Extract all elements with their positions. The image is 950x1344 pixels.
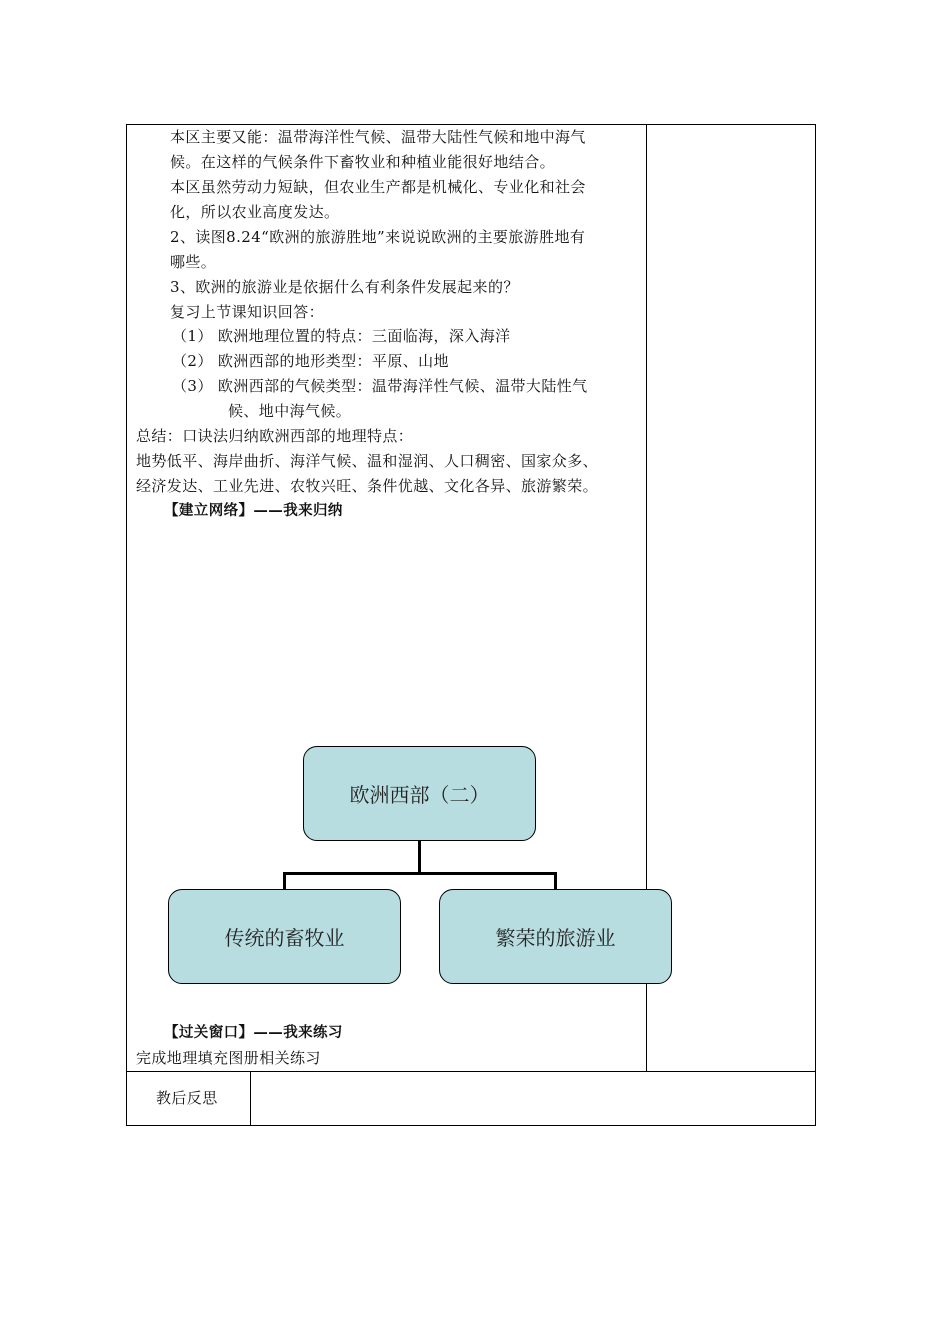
text-line: 3、欧洲的旅游业是依据什么有利条件发展起来的？: [170, 278, 519, 296]
text-line: （2） 欧洲西部的地形类型：平原、山地: [172, 352, 449, 370]
text-line: （1） 欧洲地理位置的特点：三面临海，深入海洋: [172, 327, 511, 345]
table-border-bottom: [126, 1125, 816, 1126]
text-line: 地势低平、海岸曲折、海洋气候、温和湿润、人口稠密、国家众多、: [136, 452, 599, 470]
text-line: 哪些。: [170, 253, 217, 271]
footer-column-divider: [250, 1071, 251, 1125]
connector-vertical-root: [418, 841, 421, 874]
text-line: 经济发达、工业先进、农牧兴旺、条件优越、文化各异、旅游繁荣。: [136, 477, 599, 495]
diagram-left-node: [168, 889, 401, 984]
diagram-root-node: [303, 746, 536, 841]
practice-text: 完成地理填充图册相关练习: [136, 1049, 321, 1067]
text-line: 复习上节课知识回答：: [170, 303, 325, 321]
diagram-right-label: 繁荣的旅游业: [495, 926, 616, 950]
table-border-left: [126, 124, 127, 1126]
footer-label: 教后反思: [156, 1089, 218, 1107]
section-heading-practice: 【过关窗口】——我来练习: [164, 1025, 343, 1041]
text-line: 本区虽然劳动力短缺，但农业生产都是机械化、专业化和社会: [170, 178, 586, 196]
diagram-root-label: 欧洲西部（二）: [349, 783, 490, 807]
text-line: （3） 欧洲西部的气候类型：温带海洋性气候、温带大陆性气: [172, 377, 588, 395]
text-line: 候、地中海气候。: [228, 402, 352, 420]
text-line: 2、读图8.24“欧洲的旅游胜地”来说说欧洲的主要旅游胜地有: [170, 228, 586, 246]
text-line: 化，所以农业高度发达。: [170, 203, 340, 221]
section-heading-network: 【建立网络】——我来归纳: [164, 503, 343, 519]
connector-horizontal: [283, 872, 557, 875]
text-line: 本区主要又能：温带海洋性气候、温带大陆性气候和地中海气: [170, 128, 586, 146]
connector-vertical-left: [283, 872, 286, 889]
text-line: 候。在这样的气候条件下畜牧业和种植业能很好地结合。: [170, 153, 556, 171]
table-border-right: [815, 124, 816, 1126]
diagram-right-node: [439, 889, 672, 984]
diagram-left-label: 传统的畜牧业: [224, 926, 345, 950]
text-line: 总结：口诀法归纳欧洲西部的地理特点：: [136, 427, 414, 445]
table-row-divider: [126, 1071, 816, 1072]
connector-vertical-right: [554, 872, 557, 889]
